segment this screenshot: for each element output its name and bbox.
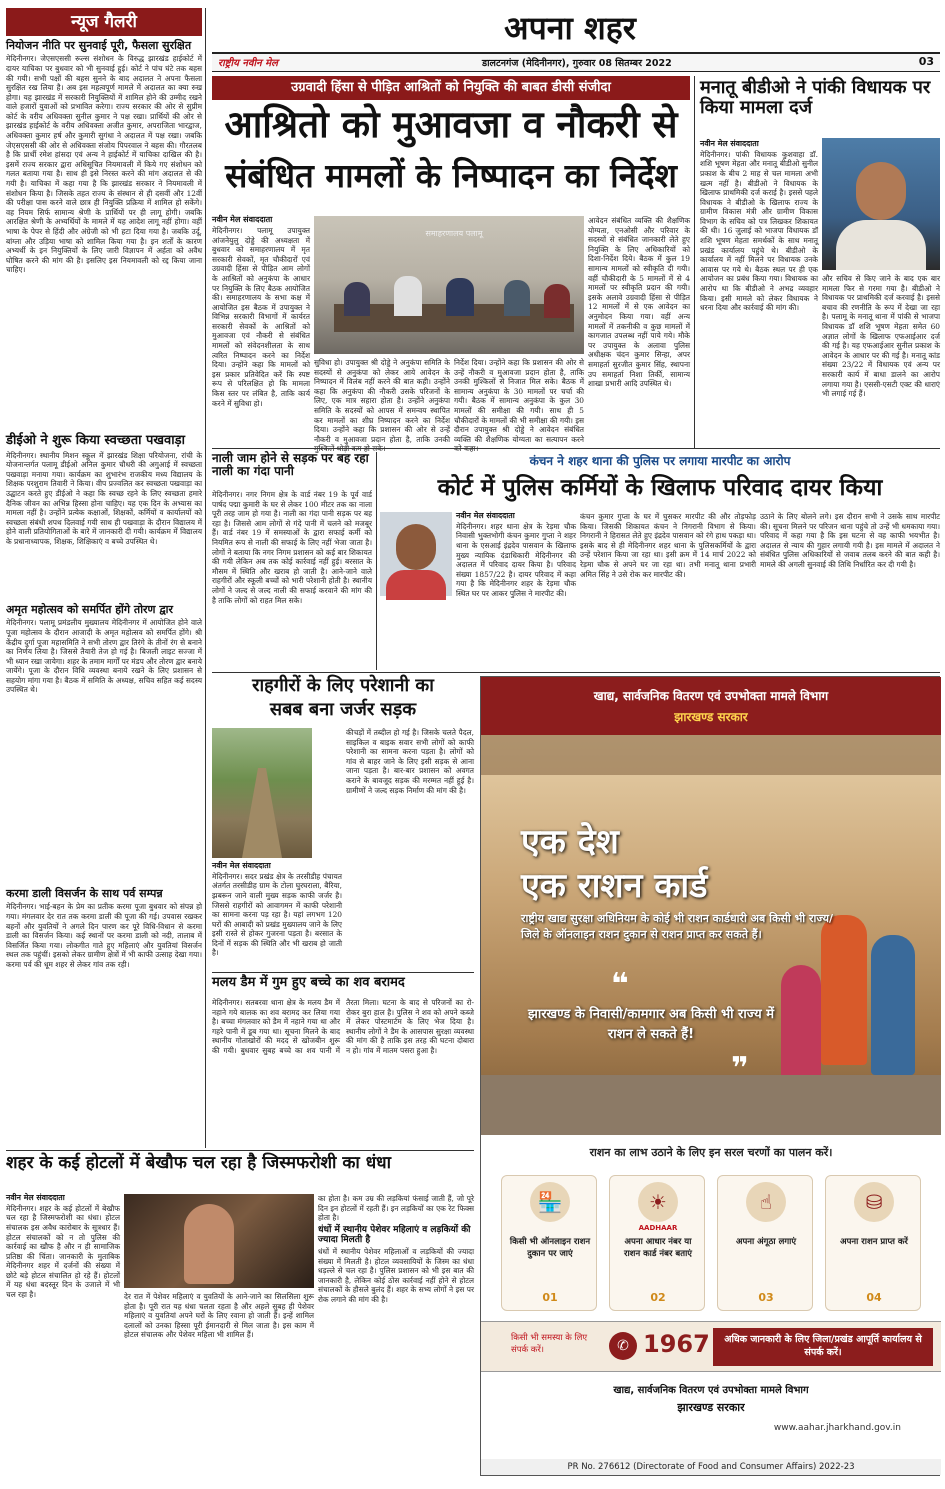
masthead-bar [212, 52, 940, 72]
ad-govt: झारखण्ड सरकार [674, 710, 748, 724]
hotel-col4-text: धंधों में स्थानीय पेशेवर महिलाओं व लड़कियों की ज्यादा संख्या में मिलती है। होटल व्यवसायियों के जिस्म का धंधा धड़ल्ले से चल रहा है। पुलिस प्रशासन को भी इस बात की जानकारी है, लेकिन कोई ठोस कार्रवाई नहीं होने से होटल संचालकों के हौसले बुलंद हैं। शहर के सभ्य लोगों ने इस पर रोक लगाने की मांग की है। [318, 1246, 474, 1304]
ad-footer-dept: खाद्य, सार्वजनिक वितरण एवं उपभोक्ता मामले विभाग [613, 1385, 809, 1396]
road-rule [212, 972, 474, 973]
ad-website[interactable]: www.aahar.jharkhand.gov.in [773, 1423, 901, 1433]
story-niyojan-body: मेदिनीनगर। जेएसएससी रूल्स संशोधन के विरुद्ध झारखंड हाईकोर्ट में दायर याचिका पर बुधवार को भी सुनवाई हुई। कोर्ट ने पांच घंटे तक बहस की गयी। सभी पक्षों की बहस सुनने के बाद अदालत ने अपना फैसला सुरक्षित रख लिया है। अब इस महत्वपूर्ण मामले में अदालत का क्या रुख होगा। यह झारखंड में सरकारी नियुक्तियों में शामिल होने की उम्मीद रखने वाले हजारों युवाओं को प्रभावित करेगा। राज्य सरकार की ओर से सुप्रीम कोर्ट के वरीय अधिवक्ता सुनील कुमार ने पक्ष रखा। प्रार्थियों की ओर से झारखंड हाईकोर्ट के वरीय अधिवक्ता अजीत कुमार, अपराजिता भारद्वाज, अधिवक्ता कुमार हर्ष और कुमारी सुगंधा ने अदालत में पक्ष रखा। जबकि जेएसएससी की ओर से अधिवक्ता संजोय पिपरवाल ने बहस की। गौरतलब है कि प्रार्थी रमेश हांसदा एवं अन्य ने हाईकोर्ट में याचिका दाखिल की है। इसमें राज्य सरकार द्वारा अधिसूचित नियमावली में किये गए संशोधन को गलत बताया गया है। साथ ही इसे निरस्त करने की मांग अदालत से की गयी है। याचिका में कहा गया है कि झारखंड सरकार ने नियमावली में संशोधन किया है। जिसके तहत राज्य के संस्थान से ही दसवीं और 12वीं की परीक्षा पास करने वाले छात्र ही नियुक्ति प्रक्रिया में शामिल हो सकेंगे। वह नियम सिर्फ सामान्य श्रेणी के प्रार्थियों पर ही लागू होगी। जबकि आरक्षित श्रेणी के अभ्यर्थियों के मामले में यह आदेश लागू नहीं होगा। वहीं भाषा के पेपर से हिंदी और अंग्रेजी को भी हटा दिया गया है। जबकि उर्दू, बांग्ला और उड़िया भाषा को शामिल किया गया है। इन शर्तों के कारण अभ्यर्थी के इन नियुक्तियों के लिए जारी विज्ञापन में अर्हता को अवैध घोषित करने की मांग की है। इसलिए इस नियमावली को रद्द किया जाना चाहिए। [6, 54, 202, 275]
hotel-col3-text: का होता है। कम उम्र की लड़कियां फंसाई जाती हैं, जो पूरे दिन इन होटलों में रहती हैं। इन लड़कियों का एक रेट फिक्स होता है। [318, 1194, 474, 1223]
road-col1-text: मेदिनीनगर। सदर प्रखंड क्षेत्र के तरसीडीह पंचायत अंतर्गत तरसीडीह ग्राम के टोला घुरघराला, बैरिया, झबरून जाने वाली मुख्य सड़क काफी जर्जर है। जिससे राहगीरों को आवागमन में काफी परेशानी का सामना करना पड़ रहा है। यहां लगभग 120 घरों की आबादी को प्रखंड मुख्यालय जाने के लिए इसी रास्ते से होकर गुजरना पड़ता है। बरसात के दिनों में सड़क की स्थिति और भी खराब हो जाती है। [212, 871, 342, 958]
quote-close-icon: ❞ [731, 1051, 749, 1086]
ad-step-text: किसी भी ऑनलाइन राशन दुकान पर जाएं [509, 1237, 591, 1259]
ad-title-1: एक देश [521, 822, 619, 862]
ad-info-box [713, 1328, 933, 1366]
top-story-col2 [314, 358, 450, 444]
ad-step-card [717, 1175, 813, 1311]
mla-photo [822, 138, 940, 270]
ad-help-text: किसी भी समस्या के लिए संपर्क करें। [511, 1333, 588, 1355]
ad-ground [481, 1075, 941, 1135]
ad-helpline-number: 1967 [643, 1330, 710, 1358]
ad-step-number: 03 [758, 1291, 774, 1304]
ad-quote: झारखण्ड के निवासी/कामगार अब किसी भी राज्य में राशन ले सकते हैं! [528, 1007, 774, 1042]
hotel-col2 [124, 1292, 314, 1474]
court-byline: नवीन मेल संवाददाता [456, 511, 515, 520]
top-story-col3-text: निर्देश दिया। उन्होंने कहा कि प्रशासन की ओर से उन्हें नौकरी व मुआवजा प्रदान होता है, ताकि उनकी मुश्किलों से निजात मिल सके। बैठक में सामान्य अनुकंपा के 30 मामलों पर चर्चा की गयी। बैठक में सामान्य अनुकंपा के कुल 30 मामलों की समीक्षा की गयी। साथ ही 5 चौकीदारों के मामलों की भी समीक्षा की गयी। इस दौरान उपायुक्त श्री दोड्डे ने आवेदन संबंधित व्यक्ति की शैक्षणिक योग्यता का सत्यापन करने [454, 358, 584, 444]
ad-step-text: अपना अंगूठा लगाएं [735, 1237, 797, 1247]
court-kicker: कंचन ने शहर थाना की पुलिस पर लगाया मारपीट का आरोप [529, 454, 791, 468]
ad-helpline-bar [481, 1321, 941, 1371]
road-col2-text: कीचड़ों में तब्दील हो गई है। जिसके चलते पैदल, साइकिल व बाइक सवार सभी लोगों को काफी परेशानी का सामना करना पड़ता है। लोगों को गांव से बाहर जाने के लिए इसी सड़क से आना जाना पड़ता है। बार-बार प्रशासन को अवगत कराने के बावजूद सड़क की मरम्मत नहीं हुई है। ग्रामीणों ने जल्द सड़क निर्माण की मांग की है। [346, 728, 474, 795]
court-col1-text: मेदिनीनगर। शहर थाना क्षेत्र के रेड़मा चौक निवासी भुक्तभोगी कंचन कुमार गुप्ता ने शहर थाना के एसआई इंद्रदेव पासवान के खिलाफ मुख्य न्यायिक दंडाधिकारी मेदिनीनगर की अदालत में परिवाद दायर किया है। परिवाद संख्या 1857/22 है। दायर परिवाद में कहा गया है कि मेदिनीनगर शहर के रेड़मा चौक स्थित घर पर आकर पुलिस ने मारपीट की। [456, 521, 576, 598]
road-path [242, 768, 282, 858]
photo-person-5 [544, 284, 570, 318]
photo-person-1 [344, 282, 370, 316]
court-headline: कोर्ट में पुलिस कर्मियों के खिलाफ परिवाद दायर किया [437, 475, 883, 501]
drain-headline: नाली जाम होने से सड़क पर बह रहा नाली का गंदा पानी [212, 451, 369, 479]
story-karma-body: मेदिनीनगर। भाई-बहन के प्रेम का प्रतीक करमा पूजा बुधवार को संपन्न हो गया। मंगलवार देर रात तक करमा डाली की पूजा की गई। उपवास रखकर बहनों और युवतियों ने अगले दिन पारण कर पूरे विधि-विधान से करमा डाली का विसर्जन किया। कई स्थानों पर करमा डाली को नदी, तालाब में विसर्जित किया गया। लोकगीत गाते हुए महिलाएं और युवतियां विसर्जन स्थल तक पहुंचीं। इसको लेकर ग्रामीण क्षेत्रों में भी काफी उत्साह देखा गया। करमा पर्व की धूम शहर से लेकर गांव तक रही। [6, 902, 202, 969]
story-karma [6, 888, 202, 1146]
hotel-photo-figure [184, 1204, 234, 1284]
road-col1 [212, 862, 342, 970]
dam-headline: मलय डैम में गुम हुए बच्चे का शव बरामद [212, 975, 405, 990]
right-story-headline: मनातू बीडीओ ने पांकी विधायक पर किया मामला दर्ज [700, 77, 931, 119]
ad-step-card [609, 1175, 705, 1311]
photo-wall-sign: समाहरणालय पलामू [425, 229, 483, 238]
byline: नवीन मेल संवाददाता [212, 215, 273, 224]
ad-step-text: अपना राशन प्राप्त करें [840, 1237, 908, 1247]
top-story-col1 [212, 216, 310, 444]
hotel-col3 [318, 1194, 474, 1474]
ad-step-text: अपना आधार नंबर या राशन कार्ड नंबर बताएं [624, 1237, 692, 1259]
right-story-col1 [700, 140, 818, 446]
road-headline-1: राहगीरों के लिए परेशानी का [252, 675, 434, 696]
page-number: 03 [918, 55, 934, 68]
ad-title-2: एक राशन कार्ड [521, 866, 708, 906]
mla-photo-shirt [836, 220, 926, 270]
ad-worker-2 [871, 935, 915, 1075]
story-toran [6, 604, 202, 884]
hotel-col2-text: देर रात में पेशेवर महिलाएं व युवतियों के आने-जाने का सिलसिला शुरू होता है। पूरी रात यह धंधा चलता रहता है और अहले सुबह ही पेशेवर महिलाएं व युवतियां अपने घरों के लिए रवाना हो जाती हैं। इन्हें शामिल दलालों को उनका हिस्सा पूरी ईमानदारी से मिल जाता है। इस काम में होटल संचालक और पेशेवर महिला भी शामिल हैं। [124, 1292, 314, 1340]
court-col3 [760, 512, 940, 670]
ad-step-card [825, 1175, 921, 1311]
hotel-subhead: धंधों में स्थानीय पेशेवर महिलाएं व लड़कियों की ज्यादा मिलती है [318, 1224, 471, 1245]
gallery-title: न्यूज गैलरी [71, 12, 137, 32]
story-toran-body: मेदिनीनगर। पलामू प्रमंडलीय मुख्यालय मेदिनीनगर में आयोजित होने वाले पूजा महोत्सव के दौरान आजादी के अमृत महोत्सव को समर्पित होंगे। श्री केंद्रीय दुर्गा पूजा महासमिति ने सभी तोरण द्वार तिरंगे के तीनों रंग से बनाने का निर्णय लिया है। जिससे तैयारी तेज हो गई है। बिजली लाइट सज्जा में भी ध्यान रखा जायेगा। शहर के तमाम मार्गों पर मंडप और तोरण द्वार बनाये जायेंगे। पूजा के दौरान विधि व्यवस्था बनाये रखने के लिए प्रशासन से सहयोग मांगा गया है। बैठक में समिति के अध्यक्ष, सचिव सहित कई सदस्य उपस्थित थे। [6, 618, 202, 695]
ad-footer-govt: झारखण्ड सरकार [677, 1401, 745, 1414]
hotel-col1-text: मेदिनीनगर। शहर के कई होटलों में बेखौफ चल रहा है जिस्मफरोशी का धंधा। होटल संचालक इस अवैध कारोबार के सूत्रधार हैं। होटल संचालकों को न तो पुलिस की कार्रवाई का खौफ है और न ही सामाजिक प्रतिष्ठा की चिंता। जानकारी के मुताबिक मेदिनीनगर शहर में दर्जनों की संख्या में छोटे बड़े होटल संचालित हो रहे हैं। होटलों में यह धंधा बदस्तूर दिन के उजाले में भी चल रहा है। [6, 1203, 120, 1300]
kanchan-photo [380, 512, 452, 596]
drain-body [212, 490, 372, 668]
ration-card-ad [480, 676, 940, 1476]
ad-worker-3 [781, 965, 821, 1085]
phone-icon: ✆ [609, 1332, 637, 1360]
road-byline: नवीन मेल संवाददाता [212, 861, 271, 870]
road-col2 [346, 728, 474, 970]
ad-hut-roof [481, 735, 941, 775]
court-col3-text: उठाने के लिए बोलने लगे। इस दौरान सभी ने उसके साथ मारपीट की। सूचना मिलने पर परिजन थाना पहुंचे तो उन्हें भी धमकाया गया। परिवाद में कहा गया है कि इस घटना से वह काफी भयभीत है। अदालत से न्याय की गुहार लगायी गयी है। इस मामले में अदालत ने संबंधित पुलिस अधिकारियों से जवाब तलब करने की बात कही है। मामले की अगली सुनवाई की तिथि निर्धारित कर दी गयी है। [760, 512, 940, 569]
top-story-headline-1: आश्रितो को मुआवजा व नौकरी से [224, 103, 678, 146]
story-deo-body: मेदिनीनगर। स्थानीय मिशन स्कूल में झारखंड शिक्षा परियोजना, रांची के योजनान्तर्गत पलामू डीईओ अनिल कुमार चौधरी की अगुआई में स्वच्छता पखवाड़ा मनाया गया। कार्यक्रम का शुभारंभ राजकीय मध्य विद्यालय के शिक्षक परशुराम तिवारी ने किया। वीप प्रज्वलित कर स्वच्छता पखवाड़ा का उद्घाटन करते हुए डीईओ ने कहा कि स्वच्छ रहने के लिए स्वच्छता हमारे दैनिक जीवन का अभिन्न हिस्सा होना चाहिए। यह एक दिन के अभ्यास का मामला नहीं है। उन्होंने प्रत्येक कक्षाओं, शिक्षकों, कर्मियों व कार्यालयों को स्वच्छता संबंधी शपथ दिलवाई गयी साथ ही पखवाड़ा के दौरान विद्यालय में होने वाली प्रतियोगिताओं के बारे में जानकारी दी गयी। कार्यक्रम में विद्यालय के प्रधानाध्यापक, शिक्षक, शिक्षिकाएं व बच्चे उपस्थित थे। [6, 450, 202, 546]
court-col2-text: कंचन कुमार गुप्ता के घर में घुसकर मारपीट की और तोड़फोड़ किया। जिसकी शिकायत कंचन ने निगरानी विभाग से किया। निगरानी ने हिरासत लेते हुए इंद्रदेव पासवान को रंगे हाथ पकड़ा था। इसके बाद से ही मेदिनीनगर शहर थाना के पुलिसकर्मियों के द्वारा उन्हें परेशान किया जा रहा था। इसी क्रम में 14 मार्च 2022 को रेड़मा चौक से अपने घर जा रहा था। तभी मनातू थाना प्रभारी अमित सिंह ने उसे रोक कर मारपीट की। [580, 512, 756, 579]
top-story-kicker [212, 76, 690, 100]
bottom-rule [6, 1150, 474, 1151]
right-story-col2-text: और सचिव से किए जाने के बाद एक बार मामला फिर से गरमा गया है। बीडीओ ने विधायक पर प्राथमिकी दर्ज करवाई है। इससे बचाव की रणनीति के रूप में देखा जा रहा है। पलामू के मनातू थाना में पांकी से भाजपा विधायक डॉ शशि भूषण मेहता समेत 60 अज्ञात लोगों के खिलाफ एफआईआर दर्ज की गई है। यह एफआईआर सुनील प्रकाश के आवेदन के आधार पर की गई है। मनातू कांड संख्या 23/22 में विधायक एवं अन्य पर सरकारी कार्य में बाधा डालने का आरोप लगाया गया है। एससी-एसटी एक्ट की धाराएं भी लगाई गई हैं। [822, 274, 940, 399]
aadhaar-icon: ☀ [638, 1182, 678, 1222]
right-story-col2 [822, 274, 940, 446]
right-story-col1-text: मेदिनीनगर। पांकी विधायक कुशवाहा डॉ. शशि भूषण मेहता और मनातू बीडीओ सुनील प्रकाश के बीच 2 माह से चल मामला अभी खत्म नहीं है। बीडीओ ने विधायक के खिलाफ प्राथमिकी दर्ज कराई है। इससे पहले विधायक ने बीडीओ के खिलाफ राज्य के ग्रामीण विकास मंत्री और ग्रामीण विकास विभाग के सचिव को पत्र लिखकर शिकायत की थी। 16 जुलाई को भाजपा विधायक डॉ शशि भूषण मेहता समर्थकों के साथ मनातू प्रखंड कार्यालय पहुंचे थे। बीडीओ के कार्यालय में नहीं मिलने पर विधायक उनके आवास पर गये थे। बैठक स्थल पर ही एक आयोजन का प्रबंध किया गया। विधायक का आरोप था कि बीडीओ ने अभद्र व्यवहार किया। इसी मामले को लेकर विधायक ने धरना दिया और कार्रवाई की मांग की। [700, 149, 818, 313]
road-headline-2: सबब बना जर्जर सड़क [269, 699, 417, 720]
ad-step-card [501, 1175, 597, 1311]
aadhaar-logo-text: AADHAAR [638, 1224, 678, 1232]
top-story-col3 [454, 358, 584, 444]
top-story-headline-2: संबंधित मामलों के निष्पादन का निर्देश [225, 156, 677, 195]
top-story-col4-text: आवेदन संबंधित व्यक्ति की शैक्षणिक योग्यता, एनओसी और परिवार के सदस्यों से संबंधित जानकारी लेते हुए नियुक्ति के लिए अधिकारियों को दिशा-निर्देश दिये। बैठक में कुल 19 सामान्य मामलों को स्वीकृति दी गयी। वहीं चौकीदारी के 5 मामलों में से 4 मामलों पर स्वीकृति प्रदान की गयी। इसके अलावे उग्रवादी हिंसा से पीड़ित 12 मामलों में से एक आवेदन का अनुमोदन किया गया। वहीं अन्य मामलों में तकनीकी व कुछ मामलों में कागजात उपलब्ध नहीं पाये गये। मौके पर उपायुक्त के अलावा पुलिस अधीक्षक चंदन कुमार सिन्हा, अपर समाहर्ता सुरजीत कुमार सिंह, स्थापना उप समाहर्ता निशा तिर्की, सामान्य शाखा प्रभारी आदि उपस्थित थे। [588, 216, 690, 389]
ad-pr-number: PR No. 276612 (Directorate of Food and Consumer Affairs) 2022-23 [481, 1459, 941, 1475]
ad-footer [481, 1371, 941, 1459]
photo-person-4 [504, 280, 530, 316]
ad-info-text: अधिक जानकारी के लिए जिला/प्रखंड आपूर्ति कार्यालय से संपर्क करें। [724, 1334, 922, 1358]
dateline: डालटनगंज (मेदिनीनगर), गुरुवार 08 सितम्बर 2022 [482, 58, 672, 69]
ad-dept: खाद्य, सार्वजनिक वितरण एवं उपभोक्ता मामले विभाग [593, 689, 829, 703]
meeting-photo [314, 216, 584, 354]
kicker-text: उग्रवादी हिंसा से पीड़ित आश्रितों को नियुक्ति की बाबत डीसी संजीदा [291, 80, 611, 95]
quote-open-icon: ❝ [611, 967, 629, 1002]
mid-rule-2 [212, 672, 940, 673]
story-karma-headline: करमा डाली विसर्जन के साथ पर्व सम्पन्न [6, 887, 163, 900]
ad-steps-row [501, 1175, 921, 1315]
mid-rule-1 [212, 448, 940, 449]
ad-step-number: 02 [650, 1291, 666, 1304]
top-story-col1-text: मेदिनीनगर। पलामू उपायुक्त आंजनेयुलु दोड्डे की अध्यक्षता में बुधवार को समाहरणालय में मृत सरकारी सेवकों, मृत चौकीदारों एवं उग्रवादी हिंसा से पीड़ित आम लोगों के आश्रितों को अनुकंपा के आधार पर नियुक्ति के लिए बैठक आयोजित की। समाहरणालय के सभा कक्ष में आयोजित इस बैठक में उपायुक्त ने विभिन्न सरकारी विभागों में कार्यरत सरकारी सेवकों के आश्रितों को मुआवजा एवं नौकरी से संबंधित मामलों को संवेदनशीलता के साथ त्वरित निष्पादन करने का निर्देश दिया। उन्होंने कहा कि मामलों को इस प्रकार प्रतिवेदित करें कि स्पष्ट रूप से परिलक्षित हो कि मामला किस स्तर पर लंबित है, ताकि कार्य करने में सुविधा हो। [212, 225, 310, 408]
story-niyojan [6, 40, 202, 430]
kanchan-shirt [386, 570, 446, 600]
ad-steps-panel [481, 1135, 941, 1321]
ad-steps-title: राशन का लाभ उठाने के लिए इन सरल चरणों का पालन करें। [589, 1146, 833, 1159]
gallery-title-box [6, 8, 202, 36]
photo-person-3 [446, 278, 474, 316]
mla-photo-face [856, 162, 906, 220]
dam-body [212, 998, 474, 1146]
story-toran-headline: अमृत महोत्सव को समर्पित होंगे तोरण द्वार [6, 603, 173, 616]
hotel-headline: शहर के कई होटलों में बेखौफ चल रहा है जिस्मफरोशी का धंधा [6, 1153, 392, 1173]
road-photo [212, 728, 312, 858]
ad-step-number: 04 [866, 1291, 882, 1304]
hotel-byline: नवीन मेल संवाददाता [6, 1193, 65, 1202]
story-deo-headline: डीईओ ने शुरू किया स्वच्छता पखवाड़ा [6, 433, 185, 448]
drain-rule [376, 452, 377, 670]
ad-step-number: 01 [542, 1291, 558, 1304]
right-story-byline: नवीन मेल संवाददाता [700, 139, 759, 148]
court-col2 [580, 512, 756, 670]
drain-body-text: मेदिनीनगर। नगर निगम क्षेत्र के वार्ड नंबर 19 के पूर्व वार्ड पार्षद पद्मा कुमारी के घर से लेकर 100 मीटर तक का नाला पूरी तरह जाम हो गया है। नाली का गंदा पानी सड़क पर बह रहा है। जिससे आम लोगों से गंदे पानी में चलने को मजबूर हैं। वार्ड नंबर 19 में समस्याओं के द्वारा सफाई कर्मी को नियमित रूप से नाली की सफाई के लिए नहीं भेजा जाता है। लोगों ने बताया कि नगर निगम प्रशासन को कई बार शिकायत की गयी लेकिन अब तक कोई कार्रवाई नहीं हुई। बरसात के मौसम में स्थिति और खराब हो जाती है। आने-जाने वाले राहगीरों और स्कूली बच्चों को भारी परेशानी होती है। स्थानीय लोगों ने जल्द से जल्द नाली की सफाई करवाने की मांग की है ताकि लोगों को राहत मिल सके। [212, 490, 372, 605]
left-column-rule [205, 8, 206, 1148]
top-story-col4 [588, 216, 690, 444]
grain-sack-icon: ⛁ [854, 1182, 894, 1222]
story-deo [6, 434, 202, 600]
ad-subtitle: राष्ट्रीय खाद्य सुरक्षा अधिनियम के कोई भी राशन कार्डधारी अब किसी भी राज्य/जिले के ऑनलाइन राशन दुकान से राशन प्राप्त कर सकते हैं। [521, 912, 834, 941]
photo-person-2 [394, 276, 422, 316]
hotel-photo [124, 1194, 314, 1288]
kanchan-face [396, 524, 436, 570]
hotel-col1 [6, 1194, 120, 1474]
fingerprint-icon: ☝ [746, 1182, 786, 1222]
dam-body-text: मेदिनीनगर। सतबरवा थाना क्षेत्र के मलय डैम में नहाने गये बालक का शव बरामद कर लिया गया है। बच्चा मंगलवार को डैम में नहाने गया था और गहरे पानी में डूब गया था। सूचना मिलने के बाद स्थानीय गोताखोरों की मदद से खोजबीन शुरू की गयी। बुधवार सुबह बच्चे का शव पानी में तैरता मिला। घटना के बाद से परिजनों का रो-रोकर बुरा हाल है। पुलिस ने शव को अपने कब्जे में लेकर पोस्टमार्टम के लिए भेज दिया है। स्थानीय लोगों ने डैम के आसपास सुरक्षा व्यवस्था की मांग की है ताकि इस तरह की घटना दोबारा न हो। गांव में मातम पसरा हुआ है। [212, 998, 474, 1055]
court-col1 [456, 512, 576, 670]
ad-top-bar [481, 677, 941, 735]
shop-icon: 🏪 [530, 1182, 570, 1222]
story-niyojan-headline: नियोजन नीति पर सुनवाई पूरी, फैसला सुरक्षित [6, 39, 192, 52]
top-story-col2-text: सुविधा हो। उपायुक्त श्री दोड्डे ने अनुकंपा समिति के सदस्यों से अनुकंपा को लेकर आये आवेदन के निष्पादन में विलंब नहीं करने की बात कही। उन्होंने कहा कि अनुकंपा की नौकरी उसके परिजनों के लिए, एक मात्र सहारा होता है। उन्होंने अनुकंपा समिति के सदस्यों को आपस में समन्वय स्थापित कर मामलों का शीघ्र निष्पादन करने का निर्देश दिया। उन्होंने कहा कि प्रशासन की ओर से उन्हें नौकरी व मुआवजा प्रदान होता है, ताकि उनकी [314, 358, 450, 444]
brand-name: राष्ट्रीय नवीन मेल [218, 58, 278, 69]
page-name: अपना शहर [504, 9, 636, 47]
right-story-rule [694, 76, 695, 448]
